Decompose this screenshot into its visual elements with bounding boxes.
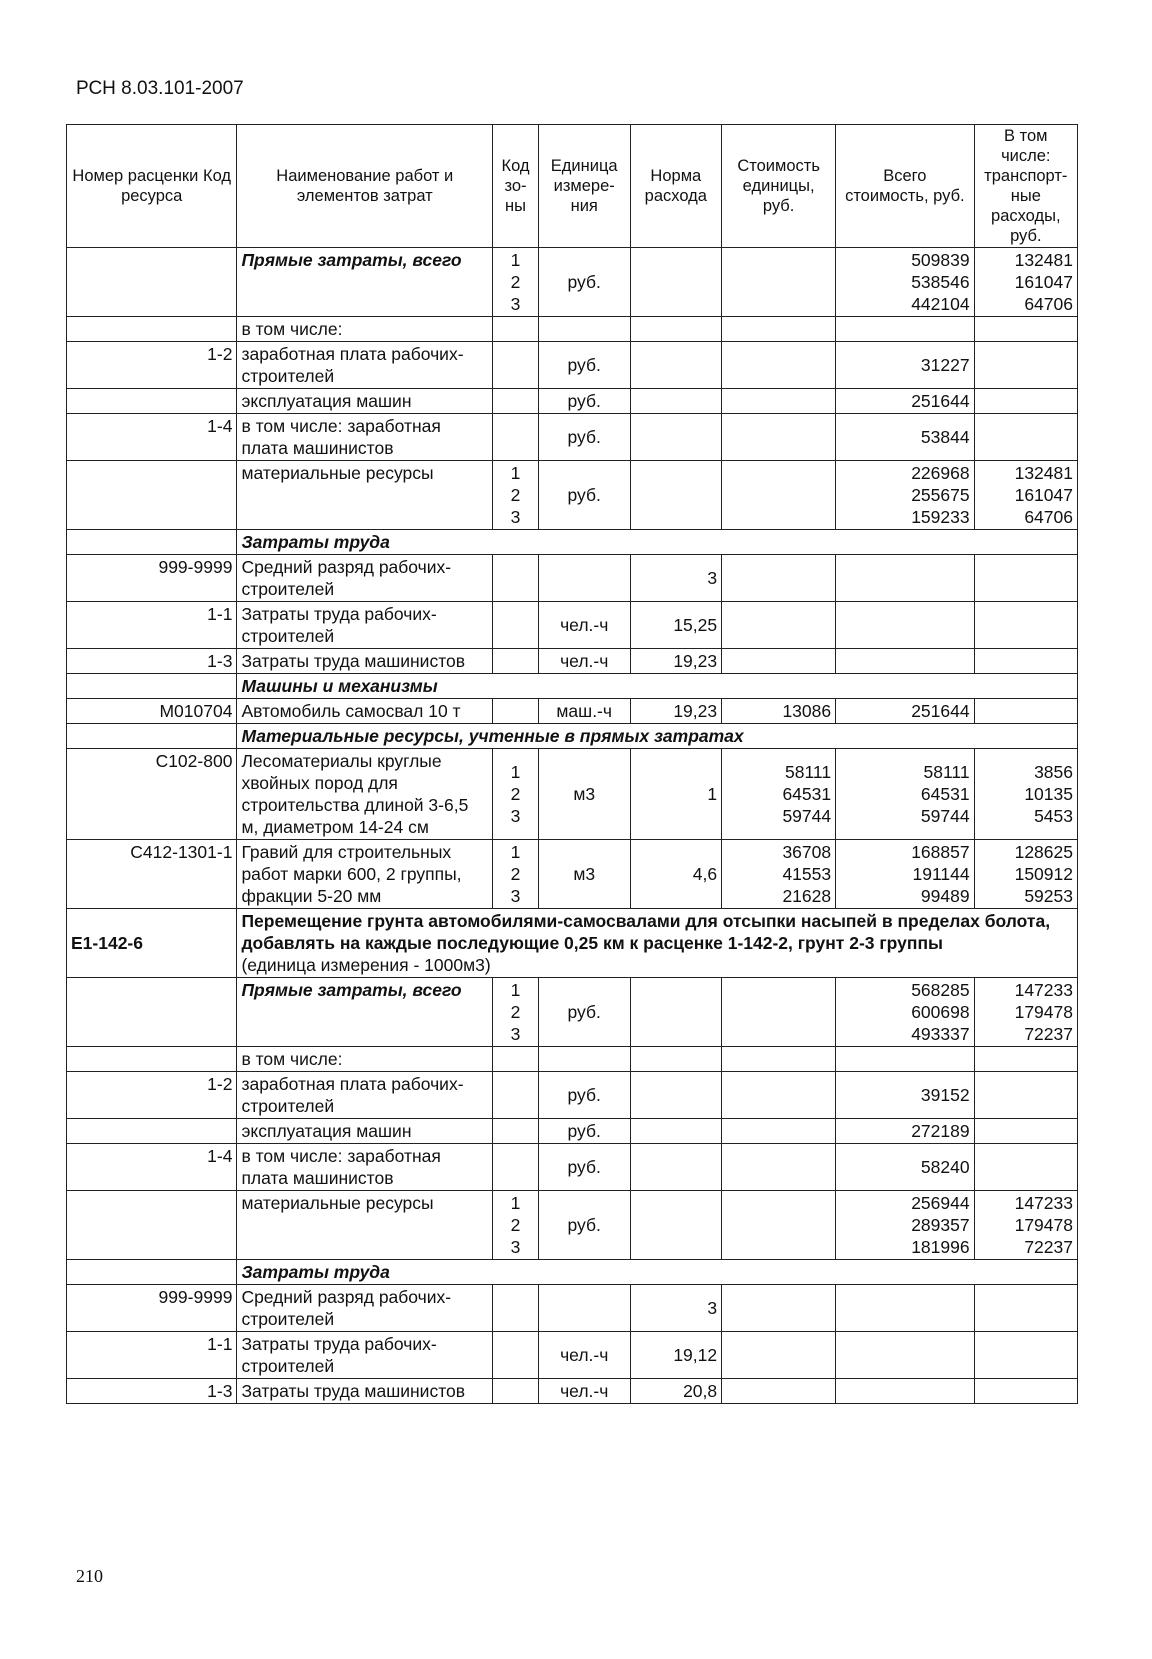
direct-costs-label: Прямые затраты, всего	[237, 248, 493, 317]
col-unit-price: Стоимость единицы, руб.	[722, 125, 836, 248]
col-transport: В том числе: транспорт-ные расходы, руб.	[974, 125, 1077, 248]
rate-title-row	[67, 909, 1078, 978]
document-code: РСН 8.03.101-2007	[76, 78, 244, 99]
rate-code: Е1-142-6	[67, 909, 237, 978]
table-row: С102-800 Лесоматериалы круглые хвойных пород для строительства длиной 3-6,5 м, диаметром 14-24 см 1 2 3 м3 1 58111 64531 59744 58111 64531 59744 3856 10135 5453	[67, 749, 1078, 840]
table-row: эксплуатация машин руб. 251644	[67, 389, 1078, 414]
rates-table	[66, 124, 1078, 1404]
table-row: 1-3 Затраты труда машинистов чел.-ч 20,8	[67, 1379, 1078, 1404]
section-row: Машины и механизмы	[67, 674, 1078, 699]
table-row: С412-1301-1 Гравий для строительных работ марки 600, 2 группы, фракции 5-20 мм 1 2 3 м3 4,6 36708 41553 21628 168857 191144 99489 128625 150912 59253	[67, 840, 1078, 909]
table-row: материальные ресурсы 1 2 3 руб. 256944 289357 181996 147233 179478 72237	[67, 1191, 1078, 1260]
table-row: материальные ресурсы 1 2 3 руб. 226968 255675 159233 132481 161047 64706	[67, 461, 1078, 530]
table-row: 999-9999 Средний разряд рабочих-строителей 3	[67, 1285, 1078, 1332]
table-row: 1-3 Затраты труда машинистов чел.-ч 19,23	[67, 649, 1078, 674]
table-row: 999-9999 Средний разряд рабочих-строителей 3	[67, 555, 1078, 602]
table-row: в том числе:	[67, 317, 1078, 342]
table-row: 1-4 в том числе: заработная плата машинистов руб. 53844	[67, 414, 1078, 461]
table-row: 1-1 Затраты труда рабочих-строителей чел.-ч 19,12	[67, 1332, 1078, 1379]
col-unit: Единица измере-ния	[538, 125, 630, 248]
page-number: 210	[76, 1566, 103, 1586]
rate-title: Перемещение грунта автомобилями-самосвалами для отсыпки насыпей в пределах болота, добавлять на каждые последующие 0,25 км к расценке 1-142-2, грунт 2-3 группы	[241, 911, 1051, 953]
table-row: 1-4 в том числе: заработная плата машинистов руб. 58240	[67, 1144, 1078, 1191]
table-row: 1-1 Затраты труда рабочих-строителей чел.-ч 15,25	[67, 602, 1078, 649]
header-row	[67, 125, 1078, 248]
table-row: в том числе:	[67, 1047, 1078, 1072]
col-norm: Норма расхода	[630, 125, 722, 248]
col-zone: Код зо-ны	[493, 125, 539, 248]
table-row: М010704 Автомобиль самосвал 10 т маш.-ч 19,23 13086 251644	[67, 699, 1078, 724]
col-total: Всего стоимость, руб.	[836, 125, 974, 248]
table-row: Прямые затраты, всего 1 2 3 руб. 509839 538546 442104 132481 161047 64706	[67, 248, 1078, 317]
col-name: Наименование работ и элементов затрат	[237, 125, 493, 248]
table-row: эксплуатация машин руб. 272189	[67, 1119, 1078, 1144]
section-row: Материальные ресурсы, учтенные в прямых затратах	[67, 724, 1078, 749]
section-row: Затраты труда	[67, 1260, 1078, 1285]
section-row: Затраты труда	[67, 530, 1078, 555]
rate-unit-note: (единица измерения - 1000м3)	[241, 955, 491, 975]
col-rate-code: Номер расценки Код ресурса	[67, 125, 237, 248]
table-row: 1-2 заработная плата рабочих-строителей руб. 31227	[67, 342, 1078, 389]
table-row: Прямые затраты, всего 1 2 3 руб. 568285 600698 493337 147233 179478 72237	[67, 978, 1078, 1047]
table-row: 1-2 заработная плата рабочих-строителей руб. 39152	[67, 1072, 1078, 1119]
